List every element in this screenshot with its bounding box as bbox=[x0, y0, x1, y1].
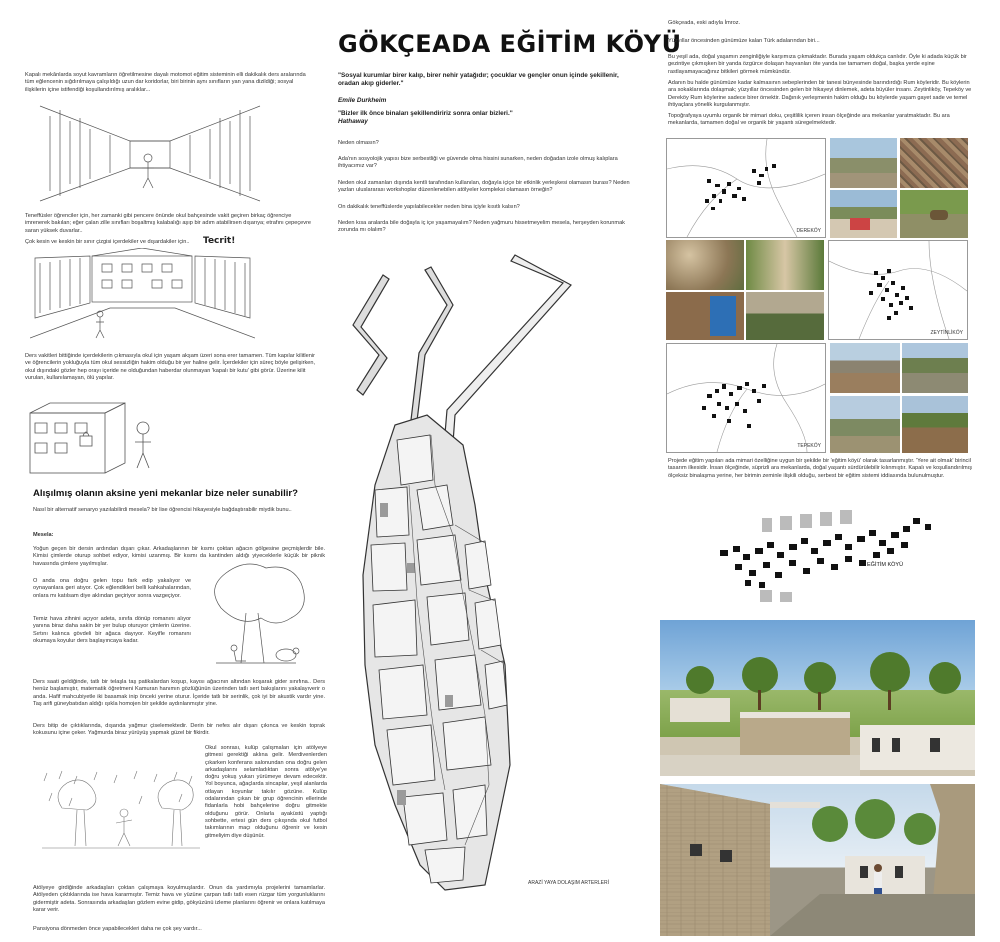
zeytinlikoy-photo-4 bbox=[746, 292, 824, 340]
school-building-sketch bbox=[30, 248, 255, 340]
rain-sketch bbox=[42, 768, 200, 850]
tepekoy-photo-4 bbox=[902, 396, 968, 453]
recess-text: Teneffüsler öğrenciler için, her zamanki gibi pencere önünde okul bahçesinde vakit geçiren birkaç öğrenciye imrenerek bakılan; eğer çalan zille sınıfları boşaltmış kalabalığı aşıp bir adım atabilirsen dışarıya; etrafını çepeçevre saran yüksek duvarlar.. bbox=[25, 213, 312, 234]
education-village-label: EĞİTİM KÖYÜ bbox=[867, 562, 904, 568]
tepekoy-map bbox=[666, 343, 826, 453]
story-part-2: O anda ona doğru gelen topu fark edip yakalıyor ve oynayanlara geri atıyor. Çok eğlendikleri belli kahkahalarından, onlara mı katılsam diye aklından geçiriyor sonra vazgeçiyor. bbox=[33, 578, 191, 599]
story-ending: Pansiyona dönmeden önce yapabilecekleri daha ne çok şey vardır... bbox=[33, 926, 202, 932]
quote-hathaway-author: Hathaway bbox=[338, 118, 368, 125]
story-part-4: Ders saati geldiğinde, tatlı bir telaşla taş patikalardan koşup, kayısı ağacının altından koşarak gider sınıfına.. Ders henüz başlamıştır, matematik öğretmeni Kamuran hanımın gözlüğünün üzerinden tatlı sert bakışlarını yakalayıverir o anda. Hafif mahcubiyetle iki basamak inip önceki yerine oturur. İçeride tatlı bir serinlik, çok iyi bir akustik vardır yine. Taş arifi güneybatıdan aldığı ışıkla homojen bir şekilde aydınlanmıştır yine. bbox=[33, 679, 325, 707]
corridor-sketch bbox=[30, 96, 270, 206]
tree-reading-sketch bbox=[196, 563, 311, 675]
story-part-7: Atölyeye girdiğinde arkadaşları çoktan çalışmaya koyulmuşlardır. Onun da yardımıyla projelerini tamamlarlar. Atölyeden çıktıklarında ise hava kararmıştır. Temiz hava ve yüzüne çarpan tatlı tatlı esen rüzgar tüm yorgunluklarını gidermiştir adeta. Sonrasında arkadaşları gözlem evine gidip, gökyüzünü izleme planlarını öğrenir ve onlara katılmaya karar verir. bbox=[33, 885, 325, 913]
derekoy-label: DEREKÖY bbox=[796, 228, 821, 234]
boundary-text: Çok kesin ve keskin bir sınır çizgisi içerdekiler ve dışardakiler için.. bbox=[25, 239, 190, 245]
tecrit-label: Tecrit! bbox=[203, 236, 236, 246]
story-part-1: Yoğun geçen bir dersin ardından dışarı çıkar. Arkadaşlarının bir kısmı çoktan ağacın gölgesine geçmişlerdir bile. Kimisi çimlerde oturup sohbet ediyor, kimisi uzanmış. Bir kısmı da kantinden aldığı yiyeceklerle küçük bir piknik havasında çimlere yayılmışlar. bbox=[33, 546, 325, 567]
zeytinlikoy-photo-2 bbox=[746, 240, 824, 290]
site-plan-drawing bbox=[335, 245, 635, 895]
island-nature-text: Bu yeşil ada, doğal yaşamın zenginliğiyle karşımıza çıkmaktadır. Burada yaşam oldukça canlıdır. Öyle ki adada küçük bir gezintiye çıkmışken bir yanda özgürce dolaşan hayvanları öte yanda ise tamamen doğal, başka yerde eşine rastlayamayacağınız bitkileri görmek mümkündür. bbox=[668, 54, 967, 75]
quote-hathaway: "Bizler ilk önce binaları şekillendiririz sonra onlar bizleri." bbox=[338, 110, 513, 117]
question-why-not: Neden olmasın? bbox=[338, 140, 379, 146]
question-nature: Neden kısa aralarda bile doğayla iç içe yaşamayalım? Neden yağmuru hissetmeyelim mesela, herşeyden korunmak zorunda mı olalım? bbox=[338, 220, 625, 234]
education-village-diagram bbox=[705, 500, 975, 612]
locked-box-sketch bbox=[25, 398, 175, 480]
render-campus-overview bbox=[660, 620, 975, 776]
island-history-text: Yüzyıllar öncesinden günümüze kalan Türk adalarından biri... bbox=[668, 38, 820, 44]
zeytinlikoy-map bbox=[828, 240, 968, 340]
question-campus: Neden okul zamanları dışında kentli tarafından kullanılan, doğayla içiçe bir etkinlik yerleşkesi olamasın burası? Neden yazları uluslararası workshoplar düzenlenebilen atölyeler kompleksi olamasın örneğin? bbox=[338, 180, 630, 194]
quote-durkheim-author: Emile Durkheim bbox=[338, 97, 387, 104]
story-part-3: Temiz hava zihnini açıyor adeta, sınıfa dönüp romanını alıyor yanına biraz daha sakin bir yer bulup oturuyor çimlerin üzerine. Sırtını kalınca gövdeli bir ağaca dayıyor. Keyifle romanını okumaya koyulur ders başlayıncaya kadar. bbox=[33, 616, 191, 644]
zeytinlikoy-label: ZEYTİNLİKÖY bbox=[930, 330, 963, 336]
quote-durkheim: "Sosyal kurumlar birer kalıp, birer nehir yatağıdır; çocuklar ve gençler onun içinde şekillenir, oradan akıp giderler." bbox=[338, 72, 619, 87]
rum-villages-text: Adanın bu halde günümüze kadar kalmasının sebeplerinden bir tanesi bünyesinde barındırdığı Rum köyleridir. Bu köylerin ara sokaklarında dolaşmak; yüzyıllar öncesinden gelen bir hikayeyi dinlemek, adeta büyüler insanı. Zeytinliköy, Tepeköy ve Dereköy Rum köylerine sadece birer örnektir. Dağınık yerleşmenin hakim olduğu bu köylerde yaşam gayet sade ve temel ihtiyaçlara yönelik kurgulanmıştır. bbox=[668, 80, 972, 108]
intro-text: Kapalı mekânlarda soyut kavramların öğretilmesine dayalı motomot eğitim sisteminin elli dakikalık ders aralarında tüm eğlencenin sığdırılmaya çalışıldığı uzun dar koridorlar, biri birinin aynı sınıfların yan yana dizildiği; sosyal ilişkilerin içine istifendiği koşullandırılmış aralıklar... bbox=[25, 72, 306, 93]
alternative-text: Nasıl bir alternatif senaryo yazılabilirdi mesela? bir lise öğrencisi hikayesiyle bağdaştırabilir miydik bunu.. bbox=[33, 507, 292, 513]
derekoy-map bbox=[666, 138, 826, 238]
section-heading: Alışılmış olanın aksine yeni mekanlar bize neler sunabilir? bbox=[33, 488, 298, 499]
zeytinlikoy-photo-1 bbox=[666, 240, 744, 290]
site-plan-caption: ARAZİ YAYA DOLAŞIM ARTERLERİ bbox=[528, 880, 609, 886]
page-title: GÖKÇEADA EĞİTİM KÖYÜ bbox=[338, 30, 682, 58]
derekoy-photo-3 bbox=[830, 190, 897, 238]
mesela-label: Mesela: bbox=[33, 532, 54, 538]
tepekoy-label: TEPEKÖY bbox=[797, 443, 821, 449]
question-island: Ada'nın sosyolojik yapısı bize serbestliği ve güvende olma hissini sunarken, neden doğadan izole olmuş kalıplara ihtiyacımız var? bbox=[338, 156, 618, 170]
tepekoy-photo-3 bbox=[830, 396, 900, 453]
derekoy-photo-4 bbox=[900, 190, 968, 238]
story-part-6: Okul sonrası, kulüp çalışmaları için atölyeye gitmesi gerektiği aklına gelir. Merdivenlerden çıkarken konferans salonundan ona doğru gelen arkadaşlarını selamladıktan sonra atölye'ye doğru yokuş yukarı yürümeye devam edecektir. Yol boyunca, ağaçlarda sincaplar, yeşil alanlarda otlayan koyunlar takılır gözüne. Kulüp odalarından çıkan bir grup öğrencinin ellerinde fidanlarla hobi bahçelerine doğru gitmekte olduğunu görür. Onlarla ayaküstü yaptığı sohbette, ertesi gün ders çıkışında okul futbol takımlarının maçı olduğunu öğrenir ve kesin gitmeliyim diye düşünür. bbox=[205, 745, 327, 839]
design-concept-text: Projede eğitim yapıları ada mimari özelliğine uygun bir şekilde bir 'eğitim köyü' olarak tasarlanmıştır. 'Yere ait olmak' birincil tasarım ilkesidir. İnsan ölçeğinde, süprizli ara mekanlarda, doğal yaşantı sürdürülebilir kılınmıştır. Kapalı ve koşullandırılmış ölçeksiz binalaşma yerine, her birimin zeminle ilişkili olduğu, serbest bir eğitim sistemi iddiasında bulunulmuştur. bbox=[668, 458, 973, 479]
after-class-text: Ders vakitleri bittiğinde içerdekilerin çıkmasıyla okul için yaşam akşam üzeri sona erer tamamen. Tüm kapılar kilitlenir ve öğrencilerin yokluğuyla tüm okul sessizliğin hakim olduğu bir yer haline gelir. İçerdekiler için süreç böyle gelişirken, okul dışındaki gözler hep orayı içeride ne olduğundan haberdar olunmayan 'kapalı bir kutu' gibi görür. Üzerine kilit vurulan, kullanılamayan, ölü yapılar. bbox=[25, 353, 316, 381]
derekoy-photo-2 bbox=[900, 138, 968, 188]
tepekoy-photo-1 bbox=[830, 343, 900, 393]
island-name-text: Gökçeada, eski adıyla İmroz. bbox=[668, 20, 741, 26]
zeytinlikoy-photo-3 bbox=[666, 292, 744, 340]
derekoy-photo-1 bbox=[830, 138, 897, 188]
topography-text: Topoğrafyaya uyumlu organik bir mimari doku, çeşitlilik içeren insan ölçeğinde ara mekanlar yaratmaktadır. Bu ara mekanlarda, tamamen doğal ve organik bir yaşantı süregelmektedir. bbox=[668, 113, 950, 127]
tepekoy-photo-2 bbox=[902, 343, 968, 393]
question-recess: On dakikalık teneffüslerde yapılabilecekler neden bina içiyle kısıtlı kalsın? bbox=[338, 204, 520, 210]
render-courtyard bbox=[660, 784, 975, 936]
story-part-5: Ders bitip de çıktıklarında, dışarıda yağmur çiselemektedir. Derin bir nefes alır dışarı çıkınca ve keskin toprak kokusunu içine çeker. Yağmurda biraz yürüyüş yapmak güzel bir fikirdir. bbox=[33, 723, 325, 737]
